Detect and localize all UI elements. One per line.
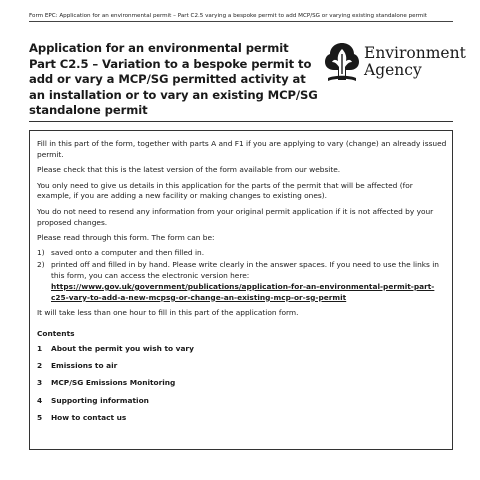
contents-heading: Contents <box>37 328 75 338</box>
toc-item-number: 3 <box>37 378 43 388</box>
list-item-body <box>51 260 449 303</box>
list-item-text: printed off and filled in by hand. Please write clearly in the answer spaces. If you need to use the links in this form, you can access the electronic version here: <box>51 260 439 281</box>
environment-agency-logo-icon <box>322 40 362 84</box>
logo-word-agency: Agency <box>364 61 422 79</box>
list-item <box>37 248 449 259</box>
list-item <box>37 260 449 303</box>
toc-item-number: 1 <box>37 343 43 353</box>
running-header: Form EPC: Application for an environmental permit – Part C2.5 varying a bespoke permit to add MCP/SG or varying existing standalone permit <box>29 12 453 22</box>
toc-item-number: 4 <box>37 395 43 405</box>
electronic-version-link[interactable]: https://www.gov.uk/government/publications/application-for-an-environmental-permit-part-c25-vary-to-add-a-new-mcpsg-or-change-an-existing-mcp-or-sg-permit <box>51 281 435 302</box>
intro-paragraph: Please check that this is the latest version of the form available from our website. <box>37 165 341 175</box>
intro-closing: It will take less than one hour to fill in this part of the application form. <box>37 308 299 318</box>
toc-item <box>37 378 449 389</box>
toc-item-number: 5 <box>37 413 43 423</box>
intro-paragraph: You do not need to resend any information from your original permit application if it is not affected by your proposed changes. <box>37 206 434 227</box>
toc-item-label: Supporting information <box>51 395 149 405</box>
intro-paragraph: You only need to give us details in this application for the parts of the permit that will be affected (for example, if you are adding a new facility or making changes to existing ones). <box>37 180 413 201</box>
logo-word-environment: Environment <box>364 44 466 62</box>
intro-paragraph: Please read through this form. The form can be: <box>37 232 215 242</box>
intro-content <box>37 139 449 431</box>
title-divider <box>29 121 453 122</box>
toc-item <box>37 413 449 424</box>
intro-paragraph: Fill in this part of the form, together with parts A and F1 if you are applying to vary (change) an already issued permit. <box>37 139 447 159</box>
toc-item <box>37 396 449 407</box>
environment-agency-logo <box>322 40 466 88</box>
page-title: Application for an environmental permit Part C2.5 – Variation to a bespoke permit to add or vary a MCP/SG permitted activity at an installation or to vary an existing MCP/SG standalone permit <box>29 41 318 118</box>
list-item-number: 1) <box>37 248 45 258</box>
toc-item-label: Emissions to air <box>51 361 118 371</box>
list-item-text: saved onto a computer and then filled in. <box>51 248 205 258</box>
toc-item-label: How to contact us <box>51 413 127 423</box>
toc-item <box>37 344 449 355</box>
intro-box <box>29 130 453 450</box>
toc-item-label: MCP/SG Emissions Monitoring <box>51 378 176 388</box>
toc-item-label: About the permit you wish to vary <box>51 343 194 353</box>
toc-item-number: 2 <box>37 361 43 371</box>
list-item-number: 2) <box>37 260 45 270</box>
toc-item <box>37 361 449 372</box>
form-options-list <box>37 248 449 303</box>
